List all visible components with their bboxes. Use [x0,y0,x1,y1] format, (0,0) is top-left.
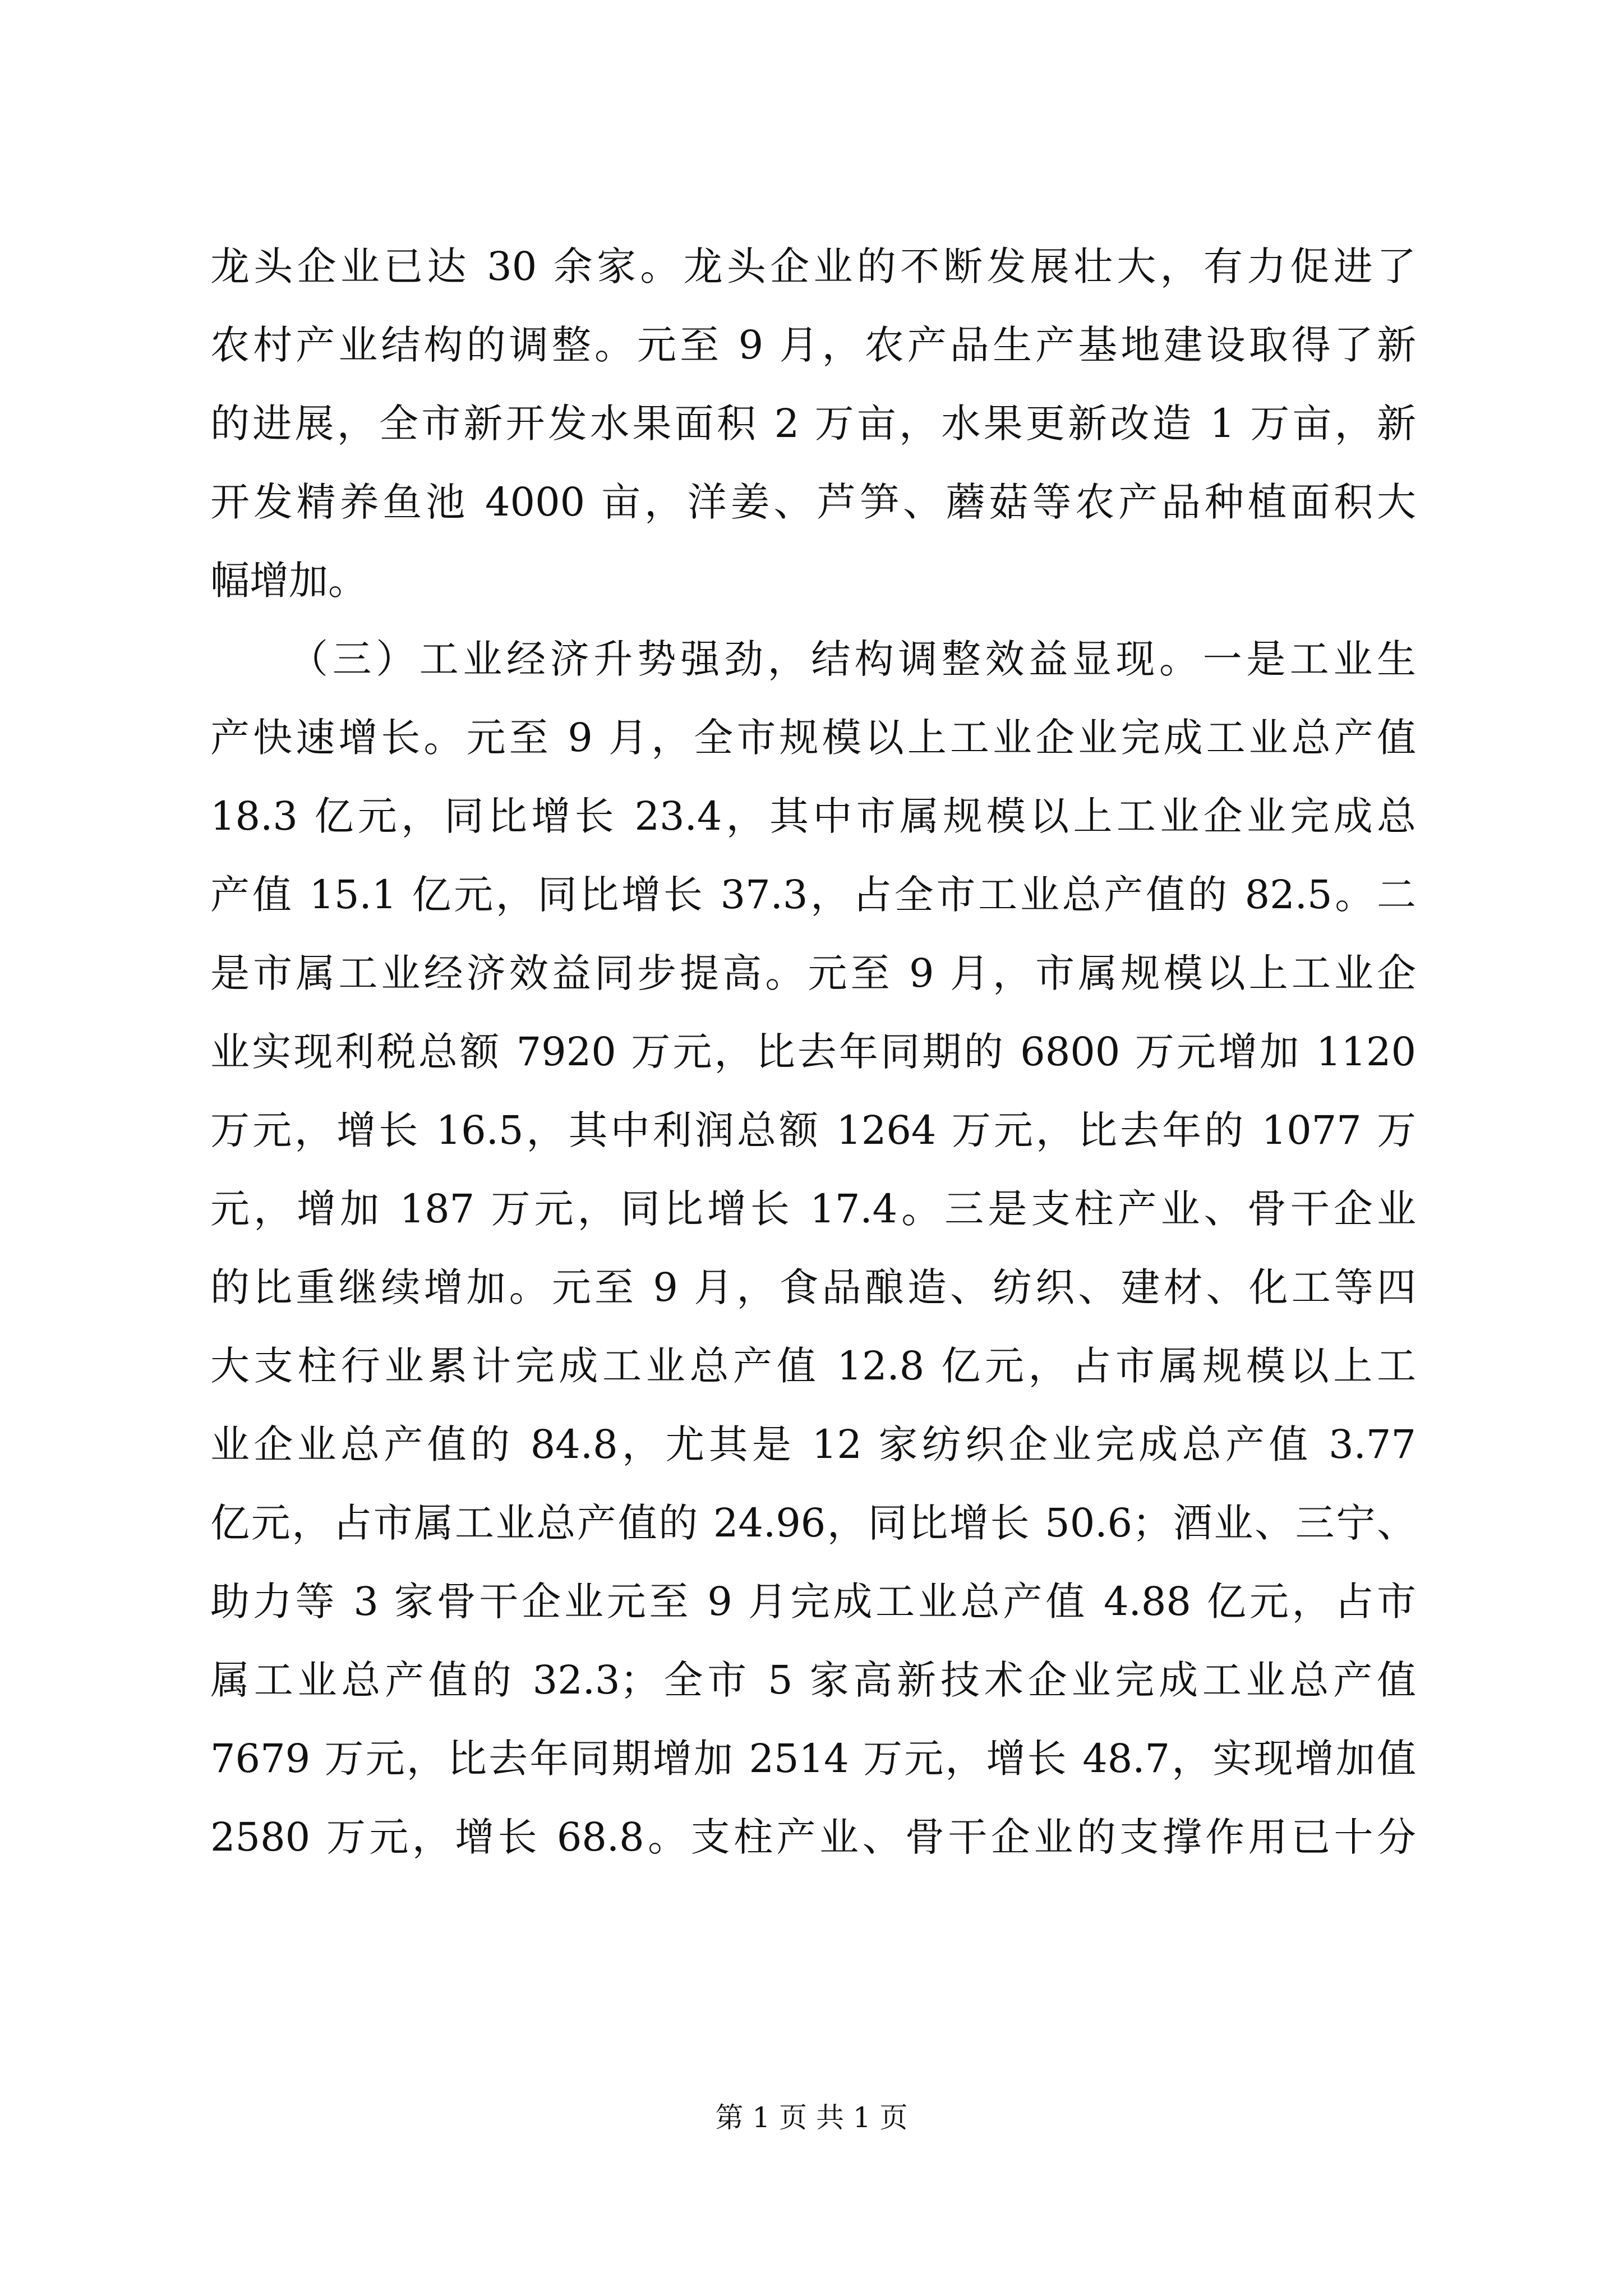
text-line: 是市属工业经济效益同步提高。元至 9 月，市属规模以上工业企 [210,950,1416,996]
text-line: 幅增加。 [210,558,367,604]
text-line: 业实现利税总额 7920 万元，比去年同期的 6800 万元增加 1120 [210,1029,1416,1075]
text-line: 龙头企业已达 30 余家。龙头企业的不断发展壮大，有力促进了 [210,243,1416,289]
text-line: 18.3 亿元，同比增长 23.4，其中市属规模以上工业企业完成总 [210,793,1416,839]
text-line: 万元，增长 16.5，其中利润总额 1264 万元，比去年的 1077 万 [210,1107,1416,1153]
text-line: 产快速增长。元至 9 月，全市规模以上工业企业完成工业总产值 [210,715,1416,761]
text-line: 属工业总产值的 32.3；全市 5 家高新技术企业完成工业总产值 [210,1657,1416,1703]
text-line: 的进展，全市新开发水果面积 2 万亩，水果更新改造 1 万亩，新 [210,401,1416,447]
text-line: （三）工业经济升势强劲，结构调整效益显现。一是工业生 [289,636,1416,682]
body-text [210,227,1416,1876]
text-line: 大支柱行业累计完成工业总产值 12.8 亿元，占市属规模以上工 [210,1343,1416,1389]
text-line: 业企业总产值的 84.8，尤其是 12 家纺织企业完成总产值 3.77 [210,1421,1416,1467]
text-line: 元，增加 187 万元，同比增长 17.4。三是支柱产业、骨干企业 [210,1186,1416,1232]
text-line: 助力等 3 家骨干企业元至 9 月完成工业总产值 4.88 亿元，占市 [210,1579,1416,1625]
text-line: 2580 万元，增长 68.8。支柱产业、骨干企业的支撑作用已十分 [210,1814,1416,1860]
text-line: 农村产业结构的调整。元至 9 月，农产品生产基地建设取得了新 [210,322,1416,368]
text-line: 的比重继续增加。元至 9 月，食品酿造、纺织、建材、化工等四 [210,1264,1416,1310]
text-line: 亿元，占市属工业总产值的 24.96，同比增长 50.6；酒业、三宁、 [210,1500,1416,1546]
text-line: 产值 15.1 亿元，同比增长 37.3，占全市工业总产值的 82.5。二 [210,872,1416,918]
page-number-label: 第 1 页 共 1 页 [715,2101,908,2134]
page-footer [0,2101,1623,2134]
text-line: 开发精养鱼池 4000 亩，洋姜、芦笋、蘑菇等农产品种植面积大 [210,479,1416,525]
text-line: 7679 万元，比去年同期增加 2514 万元，增长 48.7，实现增加值 [210,1736,1416,1782]
